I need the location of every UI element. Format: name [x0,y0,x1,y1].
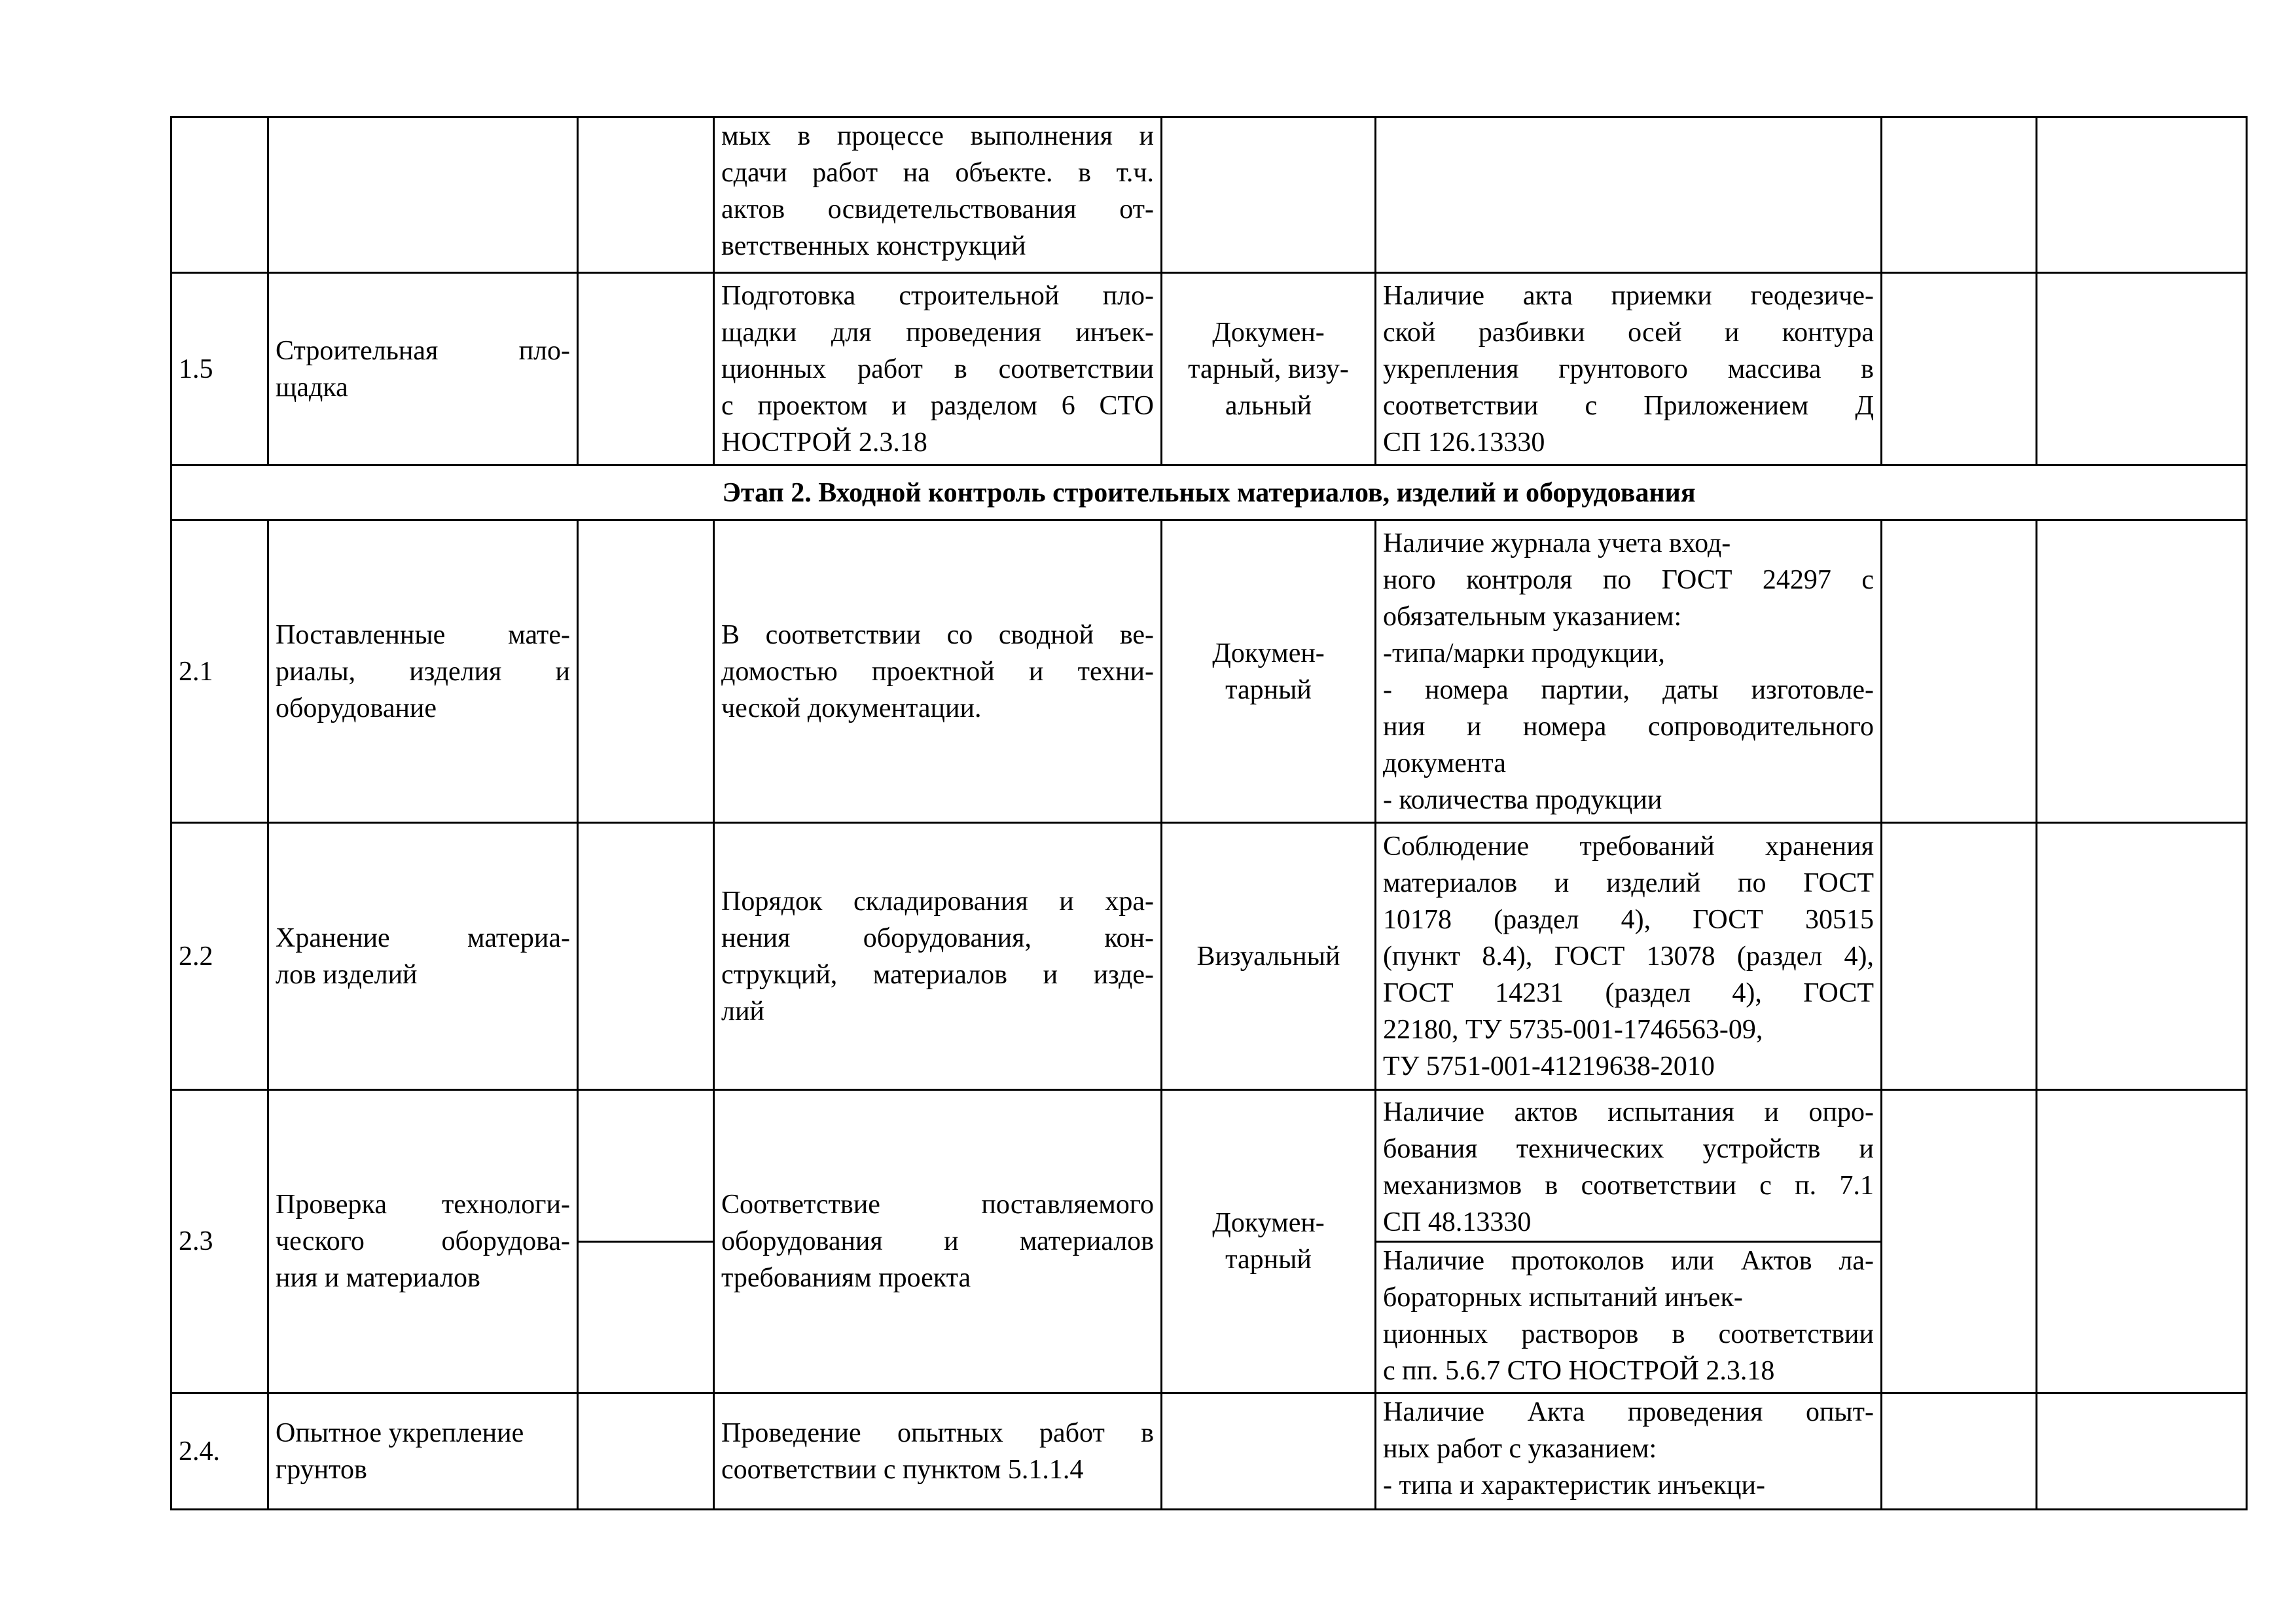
method-cell [1162,823,1376,1090]
text-line: Наличие актов испытания и опро- [1383,1097,1874,1127]
requirements-lower [1376,1243,1880,1389]
text-line: ской разбивки осей и контура [1383,317,1874,348]
empty-cell [2037,1090,2247,1393]
requirements-cell [1376,520,1882,823]
text-line: риалы, изделия и [276,656,570,687]
text-line: актов освидетельствования от- [721,194,1154,225]
row-number: 1.5 [171,273,268,465]
empty-cell [578,117,714,273]
empty-cell [1882,1393,2037,1510]
upper-subcell [579,1241,713,1243]
text-line: Проведение опытных работ в [721,1417,1154,1448]
text-line: В соответствии со сводной ве- [721,619,1154,650]
description-cell [714,823,1162,1090]
empty-cell [2037,520,2247,823]
text-line: СП 48.13330 [1383,1207,1532,1237]
text-line: Подготовка строительной пло- [721,280,1154,311]
text-line: альный [1225,390,1312,421]
text-line: ТУ 5751-001-41219638-2010 [1383,1051,1715,1082]
empty-cell [2037,273,2247,465]
text-line: НОСТРОЙ 2.3.18 [721,427,927,458]
text-line: ния и номера сопроводительного [1383,711,1874,742]
text-line: Наличие акта приемки геодезиче- [1383,280,1874,311]
empty-cell [1882,273,2037,465]
row-number: 2.1 [171,520,268,823]
object-cell [268,520,578,823]
text-line: Докумен- [1212,1208,1325,1238]
text-line: документа [1383,748,1506,778]
text-line: ветственных конструкций [721,231,1026,261]
text-line: Визуальный [1196,941,1340,972]
empty-cell [1882,1090,2037,1393]
table-row [171,520,2247,823]
text-line: Докумен- [1212,638,1325,668]
description-cell [714,117,1162,273]
text-line: -типа/марки продукции, [1383,638,1665,668]
text-line: Поставленные мате- [276,619,570,650]
text-line: лов изделий [276,959,418,990]
row-number [171,117,268,273]
empty-cell [1882,117,2037,273]
empty-cell [1882,823,2037,1090]
text-line: Докумен- [1212,317,1325,348]
text-line: 10178 (раздел 4), ГОСТ 30515 [1383,904,1874,935]
split-empty-cell [578,1090,714,1393]
text-line: Проверка технологи- [276,1190,570,1220]
object-cell [268,273,578,465]
text-line: ционных растворов в соответствии [1383,1319,1874,1349]
text-line: ния и материалов [276,1263,480,1293]
requirements-split-cell [1376,1090,1882,1393]
text-line: тарный [1225,674,1312,705]
text-line: ГОСТ 14231 (раздел 4), ГОСТ [1383,977,1874,1008]
empty-cell [2037,823,2247,1090]
text-line: с пп. 5.6.7 СТО НОСТРОЙ 2.3.18 [1383,1355,1775,1386]
text-line: мых в процессе выполнения и [721,121,1154,151]
empty-cell [578,520,714,823]
table-row [171,823,2247,1090]
empty-cell [578,823,714,1090]
text-line: СП 126.13330 [1383,427,1545,458]
method-cell [1162,1393,1376,1510]
table-row [171,1393,2247,1510]
text-line: материалов и изделий по ГОСТ [1383,867,1874,898]
text-line: грунтов [276,1454,367,1485]
text-line: соответствии с пунктом 5.1.1.4 [721,1454,1084,1485]
description-cell [714,1393,1162,1510]
text-line: 22180, ТУ 5735-001-1746563-09, [1383,1014,1763,1045]
row-number: 2.2 [171,823,268,1090]
requirements-cell [1376,117,1882,273]
text-line: щадки для проведения инъек- [721,317,1154,348]
method-cell [1162,520,1376,823]
stage-header-row [171,465,2247,520]
text-line: Соответствие поставляемого [721,1190,1154,1220]
text-line: ного контроля по ГОСТ 24297 с [1383,564,1874,595]
text-line: ционных работ в соответствии [721,354,1154,384]
requirements-cell [1376,273,1882,465]
description-cell [714,1090,1162,1393]
description-cell [714,520,1162,823]
requirements-cell [1376,823,1882,1090]
text-line: ческой документации. [721,693,982,723]
table-row [171,1090,2247,1393]
object-cell [268,1090,578,1393]
text-line: Порядок складирования и хра- [721,886,1154,917]
requirements-cell [1376,1393,1882,1510]
method-cell [1162,117,1376,273]
text-line: ческого оборудова- [276,1226,570,1256]
empty-cell [578,1393,714,1510]
text-line: обязательным указанием: [1383,601,1682,632]
text-line: Хранение материа- [276,922,570,953]
empty-cell [2037,1393,2247,1510]
text-line: Наличие журнала учета вход- [1383,528,1731,558]
empty-cell [2037,117,2247,273]
text-line: Соблюдение требований хранения [1383,831,1874,862]
text-line: бования технических устройств и [1383,1133,1874,1164]
text-line: струкций, материалов и изде- [721,959,1154,990]
empty-cell [578,273,714,465]
text-line: требованиям проекта [721,1263,971,1293]
description-cell [714,273,1162,465]
text-line: Наличие Акта проведения опыт- [1383,1397,1874,1427]
object-cell [268,1393,578,1510]
text-line: лий [721,996,764,1027]
control-table [170,116,2248,1510]
text-line: домостью проектной и техни- [721,656,1154,687]
table-row [171,273,2247,465]
text-line: Строительная пло- [276,335,570,366]
text-line: нения оборудования, кон- [721,922,1154,953]
text-line: - типа и характеристик инъекци- [1383,1470,1766,1501]
text-line: укрепления грунтового массива в [1383,354,1874,384]
method-cell [1162,273,1376,465]
row-number: 2.3 [171,1090,268,1393]
text-line: сдачи работ на объекте. в т.ч. [721,158,1154,188]
text-line: Опытное укрепление [276,1417,524,1448]
text-line: бораторных испытаний инъек- [1383,1282,1743,1313]
requirements-upper [1376,1094,1880,1243]
text-line: соответствии с Приложением Д [1383,390,1874,421]
empty-cell [1882,520,2037,823]
text-line: (пункт 8.4), ГОСТ 13078 (раздел 4), [1383,941,1874,972]
text-line: тарный [1225,1245,1312,1275]
text-line: Наличие протоколов или Актов ла- [1383,1245,1874,1276]
stage-title: Этап 2. Входной контроль строительных материалов, изделий и оборудования [171,465,2247,520]
text-line: ных работ с указанием: [1383,1434,1657,1464]
object-cell [268,823,578,1090]
text-line: оборудование [276,693,437,723]
text-line: - номера партии, даты изготовле- [1383,674,1874,705]
text-line: - количества продукции [1383,784,1662,815]
text-line: щадка [276,372,348,403]
object-cell [268,117,578,273]
table-row [171,117,2247,273]
text-line: оборудования и материалов [721,1226,1154,1256]
method-cell [1162,1090,1376,1393]
text-line: тарный, визу- [1188,354,1349,384]
text-line: механизмов в соответствии с п. 7.1 [1383,1170,1874,1201]
row-number: 2.4. [171,1393,268,1510]
text-line: с проектом и разделом 6 СТО [721,390,1154,421]
